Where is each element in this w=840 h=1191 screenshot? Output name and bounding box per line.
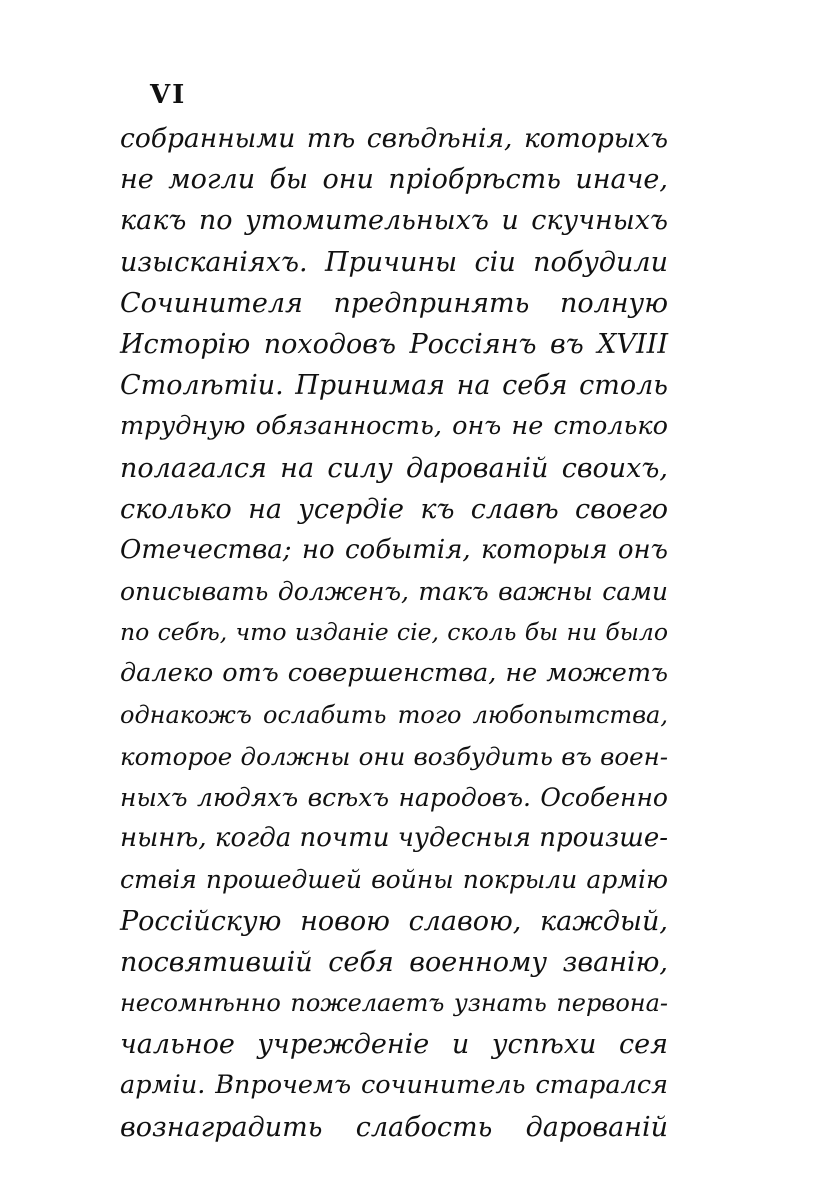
- text-line: трудную обязанность, онъ не столько: [120, 411, 668, 442]
- text-line: сколько на усердіе къ славѣ своего: [120, 493, 668, 525]
- text-line: какъ по утомительныхъ и скучныхъ: [120, 205, 668, 237]
- text-line: ныхъ людяхъ всѣхъ народовъ. Особенно: [120, 783, 668, 812]
- text-line: Отечества; но событія, которыя онъ: [120, 534, 668, 565]
- text-line: Сочинителя предпринять полную: [120, 287, 668, 319]
- text-line: далеко отъ совершенства, не можетъ: [120, 658, 668, 689]
- text-line: однакожъ ослабить того любопытства,: [120, 700, 668, 729]
- text-line: посвятившій себя военному званію,: [120, 946, 668, 978]
- text-line: по себѣ, что изданіе сіе, сколь бы ни было: [120, 618, 668, 647]
- text-line: не могли бы они пріобрѣсть иначе,: [120, 164, 668, 196]
- text-line: ствія прошедшей войны покрыли армію: [120, 865, 668, 895]
- text-line: арміи. Впрочемъ сочинитель старался: [120, 1070, 668, 1101]
- text-line: несомнѣнно пожелаетъ узнать первона-: [120, 988, 668, 1017]
- page-number: VI: [150, 80, 187, 110]
- text-line: Россійскую новою славою, каждый,: [120, 905, 668, 937]
- text-line: нынѣ, когда почти чудесныя произше-: [120, 823, 668, 854]
- text-line: собранными тѣ свѣдѣнія, которыхъ: [120, 123, 668, 154]
- text-line: которое должны они возбудить въ воен-: [120, 741, 668, 771]
- text-line: изысканіяхъ. Причины сіи побудили: [120, 246, 668, 278]
- body-text: [120, 118, 668, 1148]
- text-line: вознаградить слабость дарованій: [120, 1111, 668, 1143]
- text-line: Исторію походовъ Россіянъ въ XVIII: [120, 328, 668, 360]
- text-line: полагался на силу дарованій своихъ,: [120, 452, 668, 484]
- text-line: Столѣтіи. Принимая на себя столь: [120, 370, 668, 402]
- text-line: описывать долженъ, такъ важны сами: [120, 577, 668, 607]
- text-line: чальное учрежденіе и успѣхи сея: [120, 1029, 668, 1061]
